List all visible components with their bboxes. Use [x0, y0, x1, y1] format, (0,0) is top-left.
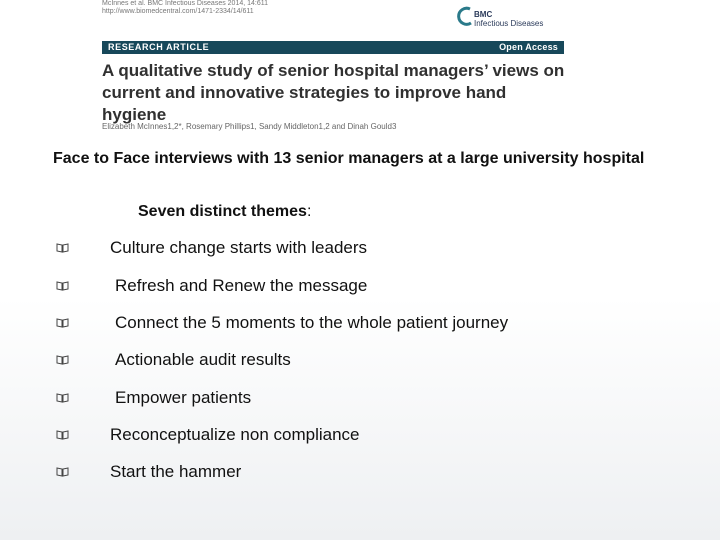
book-icon: [56, 466, 69, 477]
authors: Elizabeth McInnes1,2*, Rosemary Phillips1, Sandy Middleton1,2 and Dinah Gould3: [102, 122, 397, 131]
themes-heading-text: Seven distinct themes: [138, 203, 307, 220]
theme-label: Reconceptualize non compliance: [110, 425, 360, 444]
theme-label: Refresh and Renew the message: [115, 276, 368, 295]
journal-line2: Infectious Diseases: [474, 19, 544, 28]
themes-heading-colon: :: [306, 203, 312, 220]
book-icon: [56, 242, 69, 253]
theme-label: Actionable audit results: [115, 350, 291, 369]
paper-title: A qualitative study of senior hospital managers’ views on current and innovative strategies to improve hand hygiene: [102, 61, 565, 124]
theme-label: Connect the 5 moments to the whole patient journey: [115, 313, 509, 332]
theme-label: Empower patients: [115, 388, 252, 407]
theme-label: Start the hammer: [110, 462, 242, 481]
article-type: RESEARCH ARTICLE: [108, 42, 210, 52]
citation-line: McInnes et al. BMC Infectious Diseases 2014, 14:611: [102, 0, 269, 7]
intro-text: Face to Face interviews with 13 senior managers at a large university hospital: [53, 150, 645, 167]
journal-line1: BMC: [474, 10, 493, 19]
book-icon: [56, 354, 69, 365]
book-icon: [56, 429, 69, 440]
book-icon: [56, 280, 69, 291]
citation-url: http://www.biomedcentral.com/1471-2334/14/611: [102, 8, 254, 15]
open-access-label: Open Access: [499, 42, 558, 52]
book-icon: [56, 392, 69, 403]
theme-label: Culture change starts with leaders: [110, 238, 368, 257]
book-icon: [56, 317, 69, 328]
